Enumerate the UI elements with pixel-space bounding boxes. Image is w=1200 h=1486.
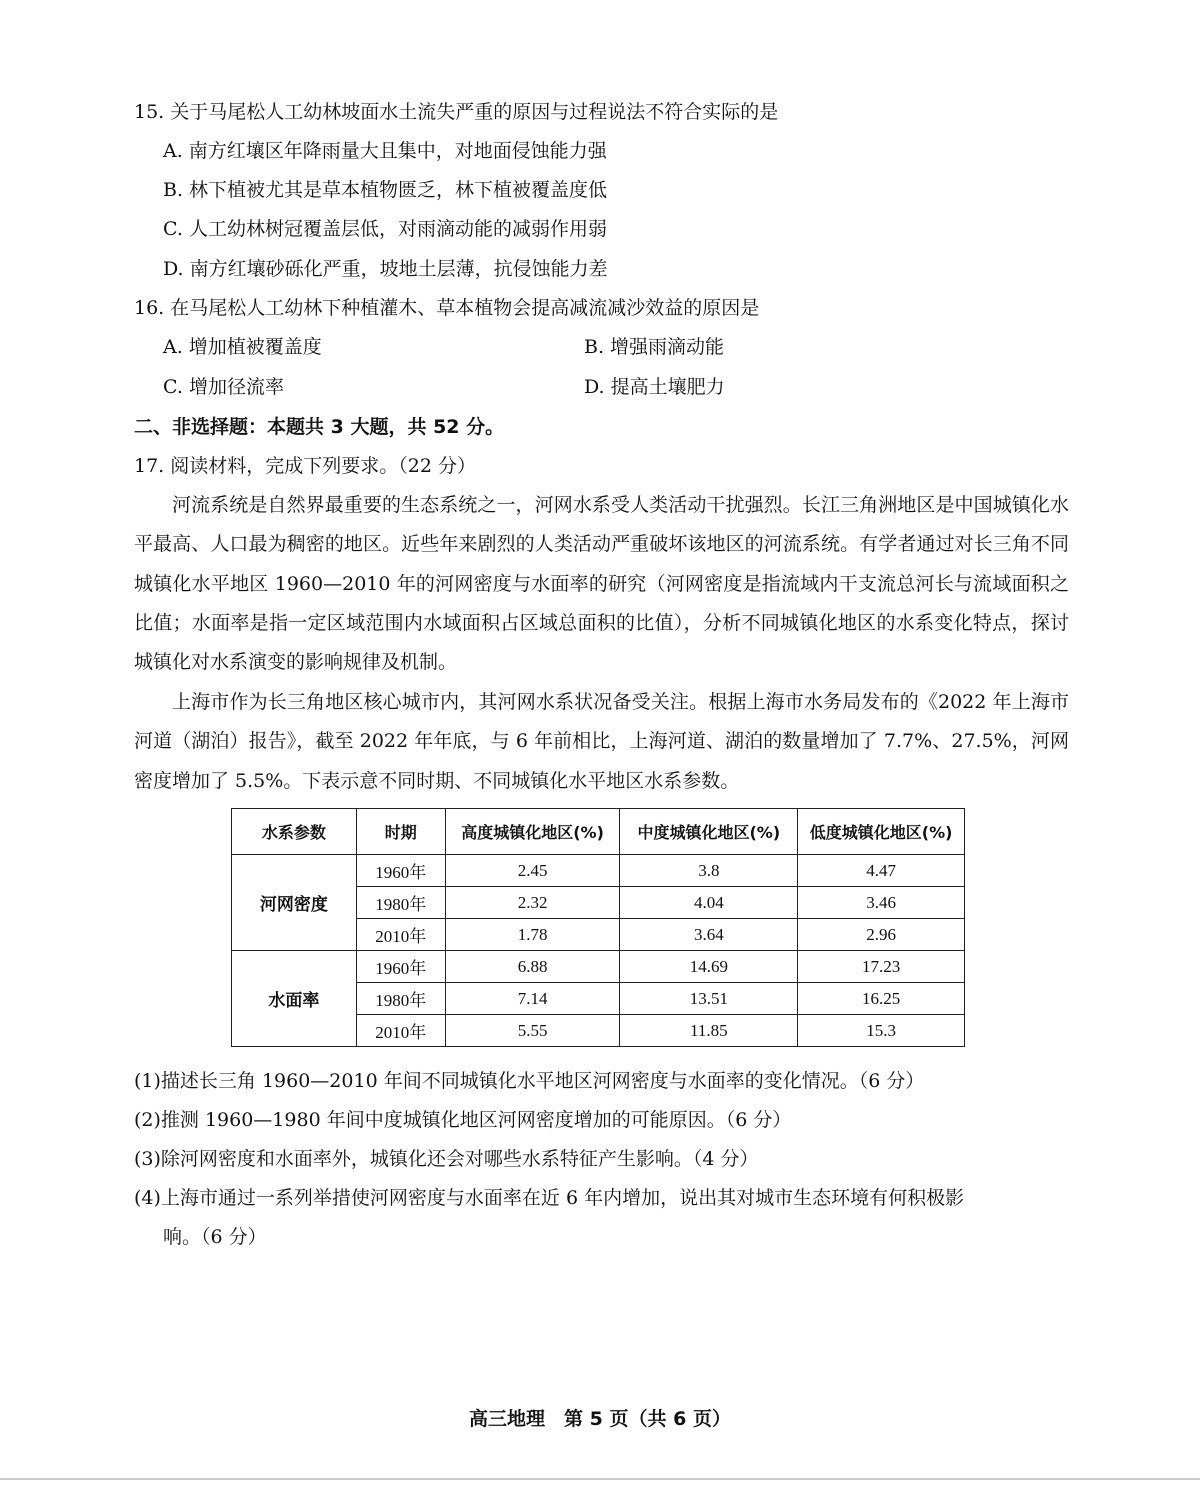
table-cell: 15.3 [798,1015,965,1047]
table-cell-year: 2010年 [356,919,445,951]
param-river-density: 河网密度 [232,855,357,951]
table-cell: 2.96 [798,919,965,951]
q16-option-d: D. 提高土壤肥力 [584,376,725,398]
q17-material-paragraph-2: 上海市作为长三角地区核心城市内，其河网水系状况备受关注。根据上海市水务局发布的《2022 年上海市河道（湖泊）报告》，截至 2022 年年底，与 6 年前相比，上海河道、湖泊的数量增加了 7.7%、27.5%，河网密度增加了 5.5%。下表示意不同时期、不同城镇化水平地区水系参数。 [134,691,1069,792]
q17-material-paragraph-1: 河流系统是自然界最重要的生态系统之一，河网水系受人类活动干扰强烈。长江三角洲地区是中国城镇化水平最高、人口最为稠密的地区。近些年来剧烈的人类活动严重破坏该地区的河流系统。有学者通过对长三角不同城镇化水平地区 1960—2010 年的河网密度与水面率的研究（河网密度是指流域内干支流总河长与流域面积之比值；水面率是指一定区域范围内水域面积占区域总面积的比值），分析不同城镇化地区的水系变化特点，探讨城镇化对水系演变的影响规律及机制。 [134,494,1069,674]
table-cell: 3.64 [620,919,798,951]
q16-option-c: C. 增加径流率 [163,376,284,398]
table-cell-year: 1960年 [356,951,445,983]
table-cell: 2.32 [445,887,620,919]
table-cell-year: 1980年 [356,887,445,919]
table-cell: 14.69 [620,951,798,983]
table-header-cell: 水系参数 [232,809,357,855]
q17-subquestion-4-continued: 响。（6 分） [163,1226,267,1248]
table-header-cell: 中度城镇化地区(%) [620,809,798,855]
table-cell: 7.14 [445,983,620,1015]
table-cell: 2.45 [445,855,620,887]
bottom-divider [0,1478,1200,1480]
table-row [232,951,965,983]
table-cell: 11.85 [620,1015,798,1047]
section-heading: 二、非选择题：本题共 3 大题，共 52 分。 [134,416,505,438]
table-header-cell: 时期 [356,809,445,855]
table-cell-year: 2010年 [356,1015,445,1047]
water-system-table [231,808,965,1047]
table-header-cell: 高度城镇化地区(%) [445,809,620,855]
q15-option-c: C. 人工幼林树冠覆盖层低，对雨滴动能的减弱作用弱 [163,218,607,240]
q15-option-b: B. 林下植被尤其是草本植物匮乏，林下植被覆盖度低 [163,179,608,201]
table-cell: 6.88 [445,951,620,983]
page-footer: 高三地理 第 5 页（共 6 页） [469,1408,731,1430]
param-water-surface-ratio: 水面率 [232,951,357,1047]
table-cell: 4.47 [798,855,965,887]
q15-option-a: A. 南方红壤区年降雨量大且集中，对地面侵蚀能力强 [163,140,607,162]
q17-stem: 17. 阅读材料，完成下列要求。（22 分） [134,455,476,477]
table-cell: 1.78 [445,919,620,951]
table-cell: 17.23 [798,951,965,983]
q16-option-b: B. 增强雨滴动能 [584,336,725,358]
q16-stem: 16. 在马尾松人工幼林下种植灌木、草本植物会提高减流减沙效益的原因是 [134,297,760,319]
q15-stem: 15. 关于马尾松人工幼林坡面水土流失严重的原因与过程说法不符合实际的是 [134,101,779,123]
q16-option-a: A. 增加植被覆盖度 [163,336,322,358]
table-cell: 3.46 [798,887,965,919]
table-cell: 13.51 [620,983,798,1015]
table-header-row [232,809,965,855]
table-header-cell: 低度城镇化地区(%) [798,809,965,855]
q17-subquestion-2: (2)推测 1960—1980 年间中度城镇化地区河网密度增加的可能原因。（6 分） [134,1109,792,1131]
table-cell: 3.8 [620,855,798,887]
table-cell: 16.25 [798,983,965,1015]
q15-option-d: D. 南方红壤砂砾化严重，坡地土层薄，抗侵蚀能力差 [163,258,608,280]
table-cell: 5.55 [445,1015,620,1047]
table-row [232,855,965,887]
q17-subquestion-1: (1)描述长三角 1960—2010 年间不同城镇化水平地区河网密度与水面率的变化情况。（6 分） [134,1070,925,1092]
q17-subquestion-3: (3)除河网密度和水面率外，城镇化还会对哪些水系特征产生影响。（4 分） [134,1148,759,1170]
table-cell-year: 1960年 [356,855,445,887]
q17-subquestion-4: (4)上海市通过一系列举措使河网密度与水面率在近 6 年内增加，说出其对城市生态环境有何积极影 [134,1187,965,1209]
table-cell: 4.04 [620,887,798,919]
table-cell-year: 1980年 [356,983,445,1015]
